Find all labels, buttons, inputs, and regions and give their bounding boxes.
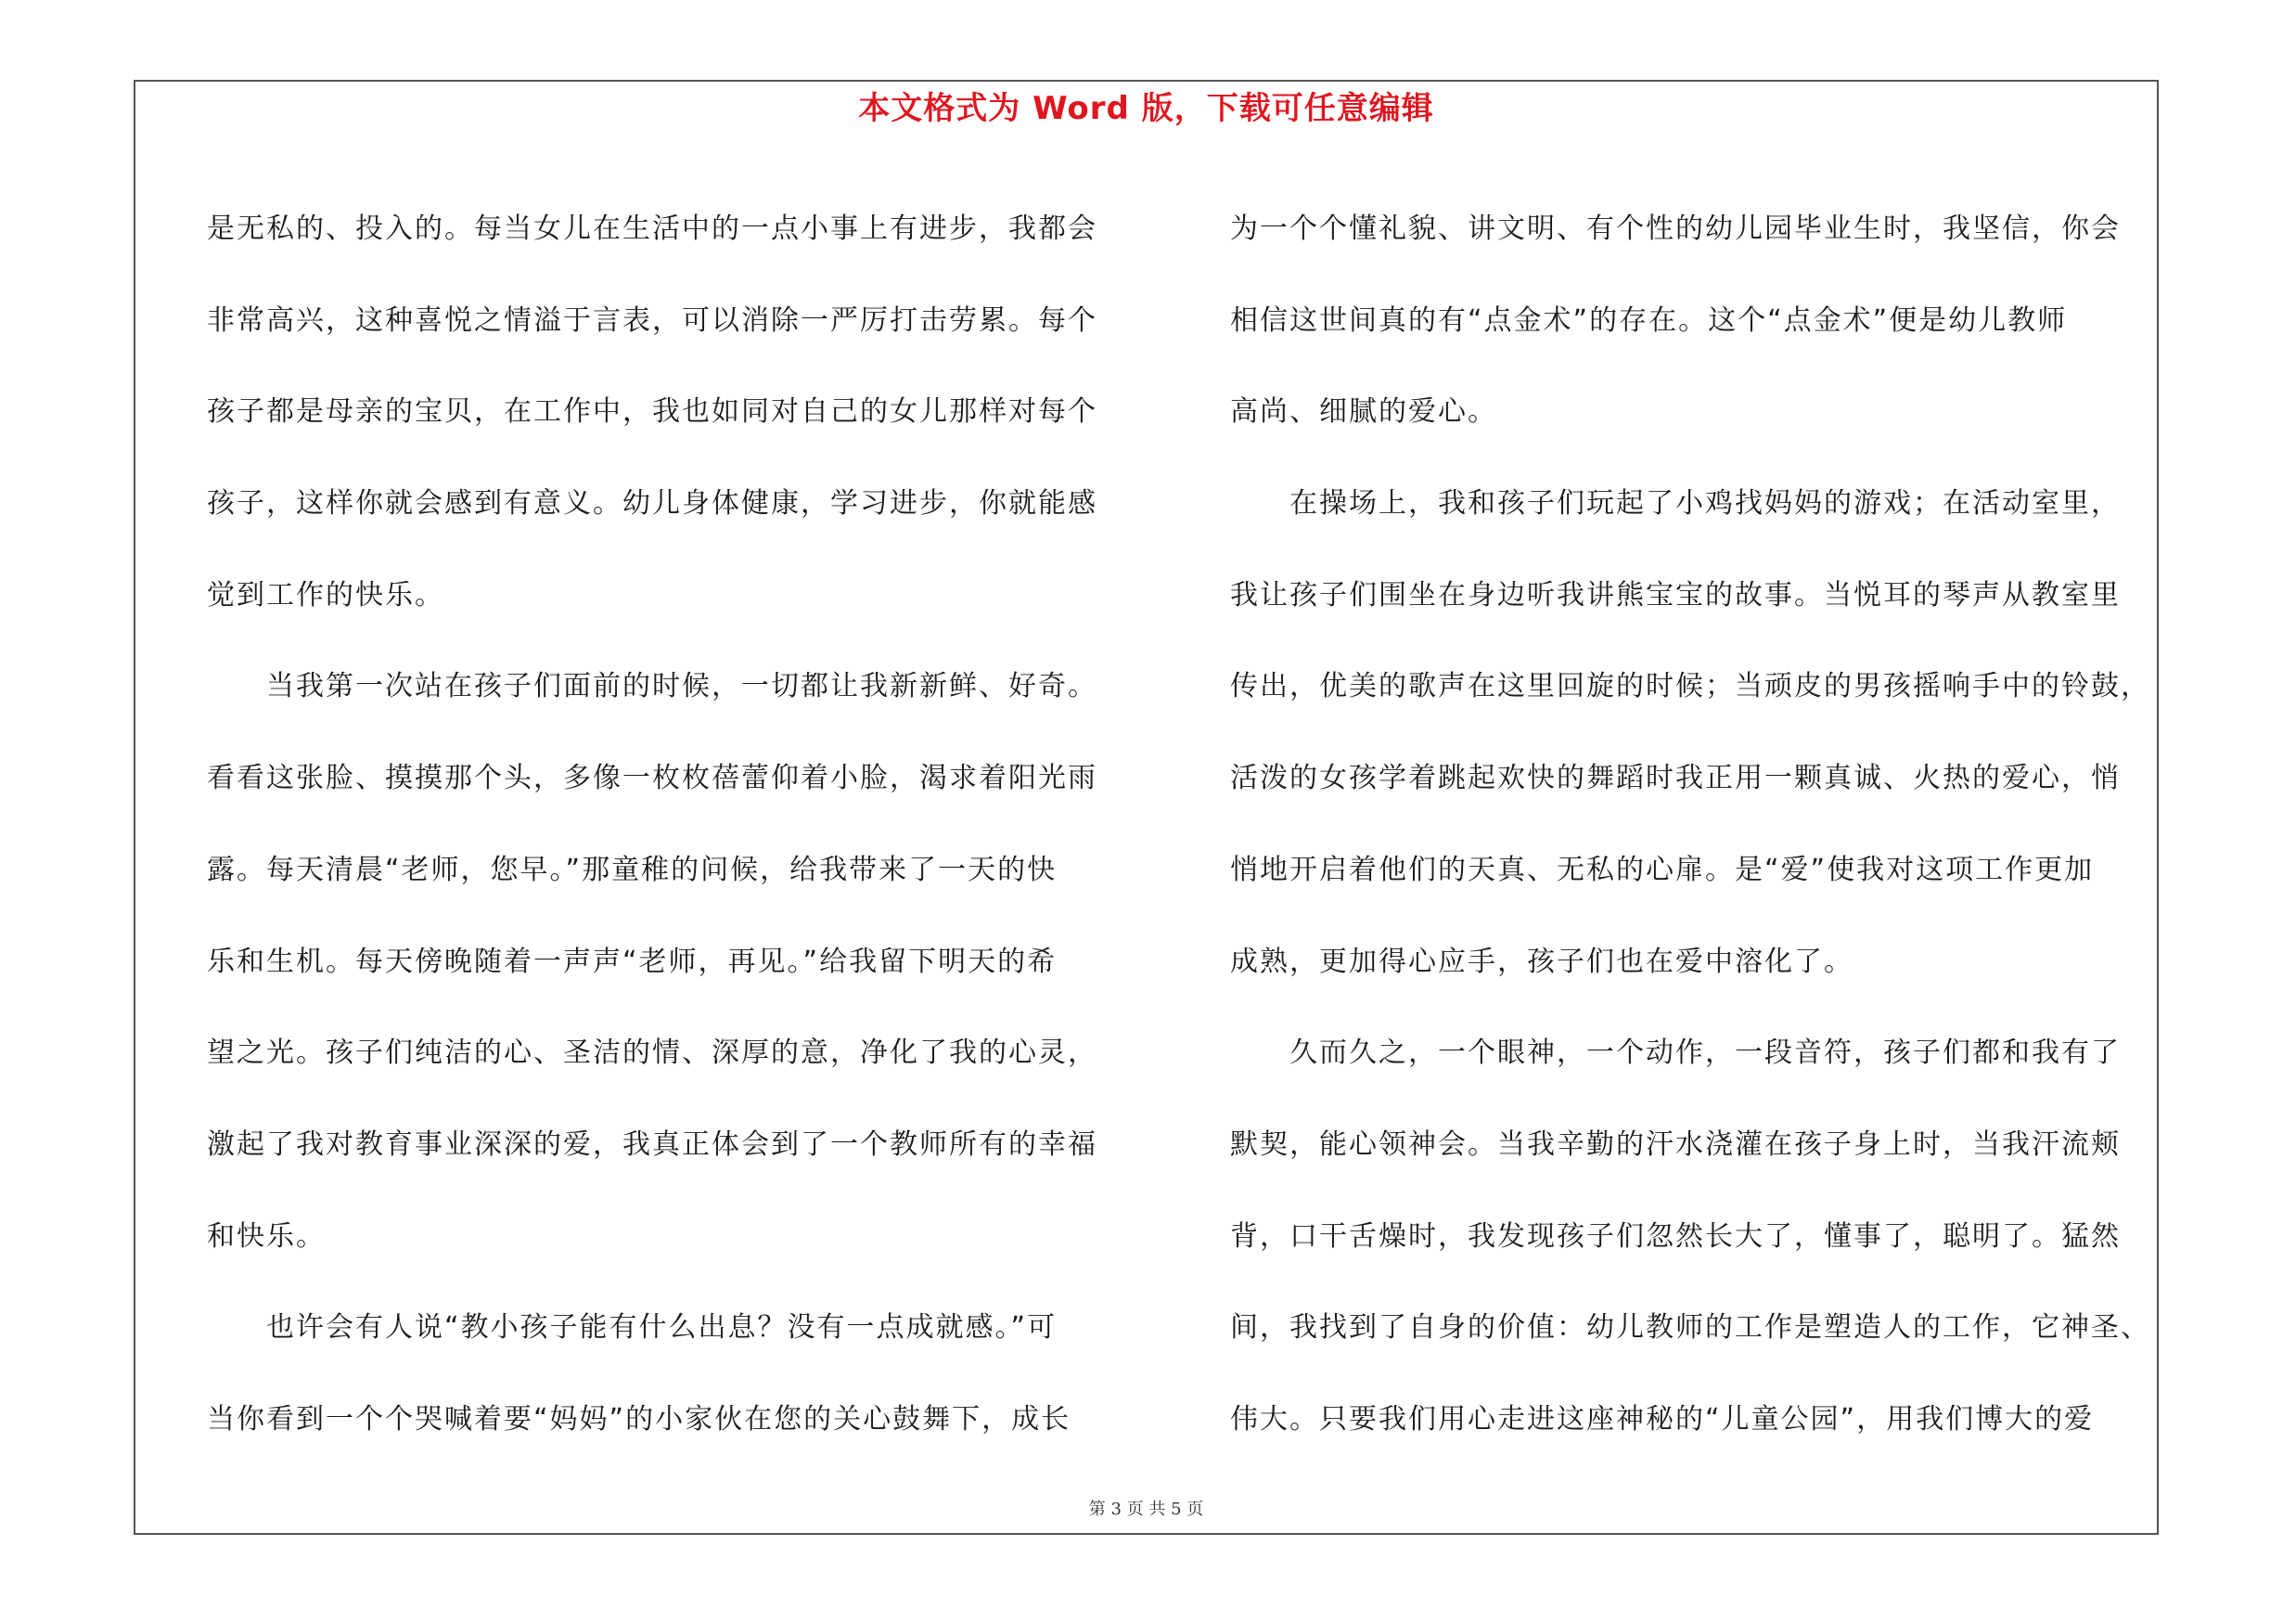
text-line: 默契，能心领神会。当我辛勤的汗水浇灌在孩子身上时，当我汗流颊 xyxy=(1230,1127,2121,1161)
text-line: 为一个个懂礼貌、讲文明、有个性的幼儿园毕业生时，我坚信，你会 xyxy=(1230,213,2121,245)
text-line: 当你看到一个个哭喊着要“妈妈”的小家伙在您的关心鼓舞下，成长 xyxy=(207,1402,1071,1436)
text-line: 和快乐。 xyxy=(207,1219,326,1253)
text-line: 活泼的女孩学着跳起欢快的舞蹈时我正用一颗真诚、火热的爱心，悄 xyxy=(1230,762,2121,795)
format-banner: 本文格式为 Word 版，下载可任意编辑 xyxy=(858,90,1434,127)
text-line: 背，口干舌燥时，我发现孩子们忽然长大了，懂事了，聪明了。猛然 xyxy=(1230,1219,2121,1253)
text-line: 悄地开启着他们的天真、无私的心扉。是“爱”使我对这项工作更加 xyxy=(1230,853,2095,886)
page-number: 第 3 页 共 5 页 xyxy=(1088,1500,1204,1519)
text-line: 乐和生机。每天傍晚随着一声声“老师，再见。”给我留下明天的希 xyxy=(207,945,1058,978)
page-frame xyxy=(134,80,2159,1535)
text-line: 相信这世间真的有“点金术”的存在。这个“点金术”便是幼儿教师 xyxy=(1230,303,2068,337)
text-line: 也许会有人说“教小孩子能有什么出息？没有一点成就感。”可 xyxy=(207,1311,1058,1345)
left-column xyxy=(207,184,1125,1466)
text-line: 觉到工作的快乐。 xyxy=(207,578,444,612)
right-column xyxy=(1230,184,2158,1466)
text-line: 传出，优美的歌声在这里回旋的时候；当顽皮的男孩摇响手中的铃鼓， xyxy=(1230,670,2150,703)
text-line: 伟大。只要我们用心走进这座神秘的“儿童公园”，用我们博大的爱 xyxy=(1230,1402,2095,1436)
text-line: 在操场上，我和孩子们玩起了小鸡找妈妈的游戏；在活动室里， xyxy=(1230,487,2121,521)
text-line: 激起了我对教育事业深深的爱，我真正体会到了一个教师所有的幸福 xyxy=(207,1127,1097,1161)
text-line: 孩子都是母亲的宝贝，在工作中，我也如同对自己的女儿那样对每个 xyxy=(207,395,1097,429)
text-line: 露。每天清晨“老师，您早。”那童稚的问候，给我带来了一天的快 xyxy=(207,853,1058,886)
text-line: 是无私的、投入的。每当女儿在生活中的一点小事上有进步，我都会 xyxy=(207,213,1097,245)
text-line: 望之光。孩子们纯洁的心、圣洁的情、深厚的意，净化了我的心灵， xyxy=(207,1037,1097,1070)
text-line: 间，我找到了自身的价值：幼儿教师的工作是塑造人的工作，它神圣、 xyxy=(1230,1311,2150,1345)
text-line: 高尚、细腻的爱心。 xyxy=(1230,395,1497,429)
text-line: 孩子，这样你就会感到有意义。幼儿身体健康，学习进步，你就能感 xyxy=(207,487,1097,521)
text-line: 久而久之，一个眼神，一个动作，一段音符，孩子们都和我有了 xyxy=(1230,1037,2121,1070)
text-line: 当我第一次站在孩子们面前的时候，一切都让我新新鲜、好奇。 xyxy=(207,670,1097,703)
text-line: 看看这张脸、摸摸那个头，多像一枚枚蓓蕾仰着小脸，渴求着阳光雨 xyxy=(207,762,1097,795)
text-line: 我让孩子们围坐在身边听我讲熊宝宝的故事。当悦耳的琴声从教室里 xyxy=(1230,578,2121,612)
text-line: 成熟，更加得心应手，孩子们也在爱中溶化了。 xyxy=(1230,945,1853,978)
text-line: 非常高兴，这种喜悦之情溢于言表，可以消除一严厉打击劳累。每个 xyxy=(207,303,1097,337)
